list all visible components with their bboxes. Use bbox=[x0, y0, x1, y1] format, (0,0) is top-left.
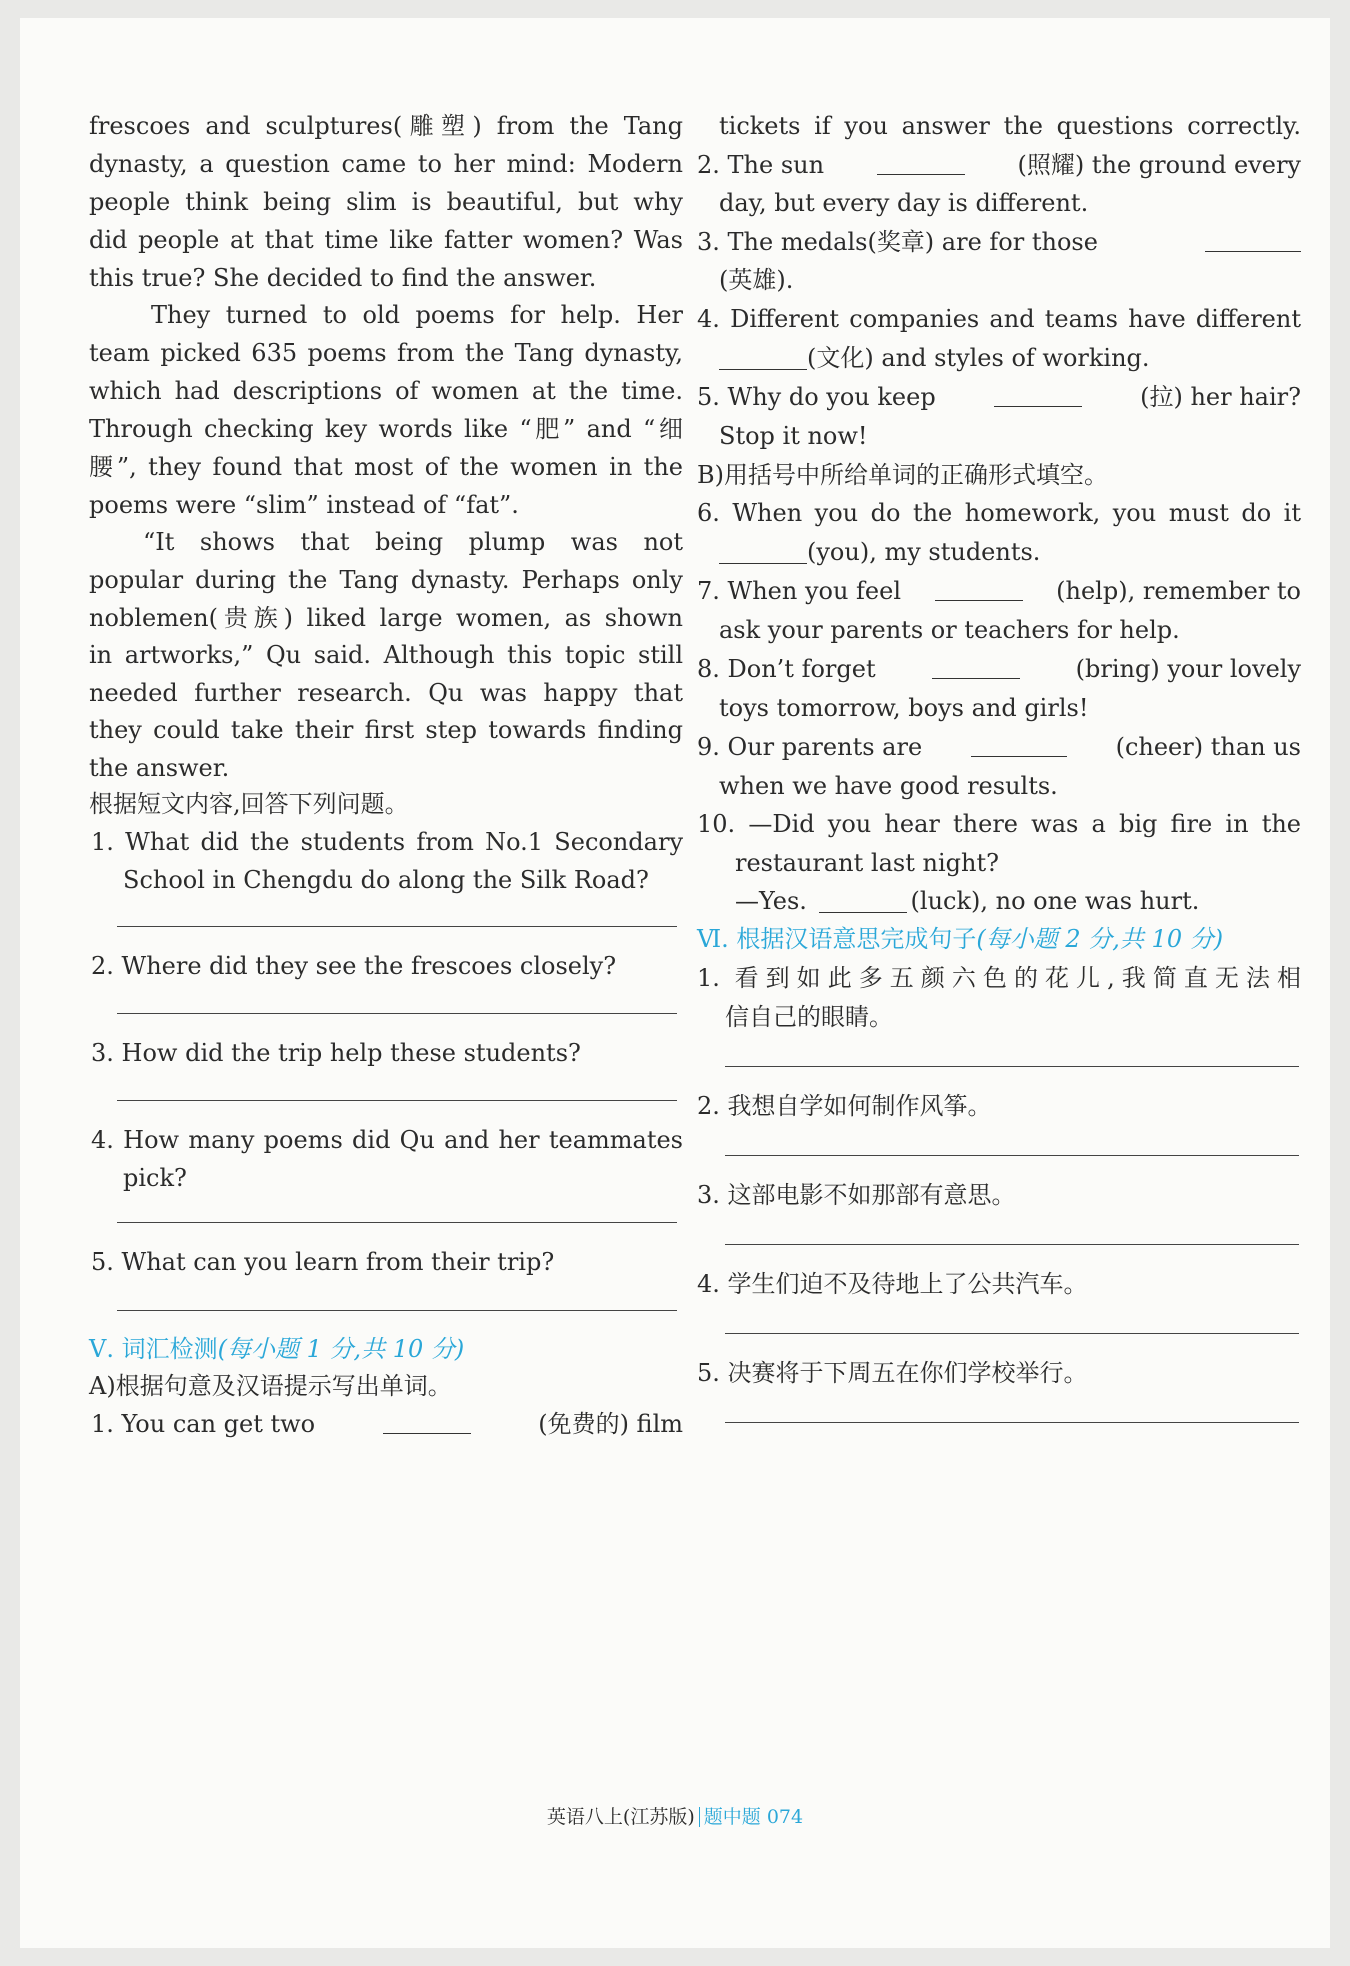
answer-line-3[interactable] bbox=[117, 1100, 677, 1101]
form-item-8 bbox=[697, 654, 1301, 684]
passage-line: They turned to old poems for help. Her bbox=[151, 301, 683, 329]
page-footer bbox=[20, 1804, 1330, 1830]
vocab-item-1 bbox=[89, 1409, 683, 1439]
form-item-10-answer-text: —Yes. bbox=[735, 887, 807, 915]
form-item-9-hint: (cheer) than us bbox=[1115, 733, 1301, 761]
vocab-item-4: 4. Different companies and teams have different bbox=[697, 305, 1301, 333]
form-item-10-hint: (luck), no one was hurt. bbox=[910, 887, 1200, 915]
passage-line: the answer. bbox=[89, 754, 230, 782]
answer-line-5[interactable] bbox=[117, 1310, 677, 1311]
passage-line: team picked 635 poems from the Tang dynasty, bbox=[89, 339, 683, 367]
passage-line: frescoes and sculptures(雕塑) from the Tang bbox=[89, 112, 683, 140]
translation-item-5: 5. 决赛将于下周五在你们学校举行。 bbox=[697, 1359, 1088, 1387]
answer-line-9[interactable] bbox=[725, 1333, 1299, 1334]
blank-field[interactable] bbox=[1205, 227, 1301, 252]
answer-line-10[interactable] bbox=[725, 1422, 1299, 1423]
vocab-item-3-cont: (英雄). bbox=[719, 266, 794, 294]
translation-item-2: 2. 我想自学如何制作风筝。 bbox=[697, 1092, 992, 1120]
answer-line-7[interactable] bbox=[725, 1155, 1299, 1156]
passage-line: which had descriptions of women at the time. bbox=[89, 377, 683, 405]
vocab-item-5-hint: (拉) her hair? bbox=[1140, 383, 1301, 411]
worksheet-page bbox=[20, 18, 1330, 1948]
form-item-6: 6. When you do the homework, you must do it bbox=[697, 499, 1301, 527]
blank-field[interactable] bbox=[877, 150, 965, 175]
reading-question-4: 4. How many poems did Qu and her teammates bbox=[91, 1126, 683, 1154]
reading-question-4-cont: pick? bbox=[123, 1164, 187, 1192]
passage-line: needed further research. Qu was happy that bbox=[89, 679, 683, 707]
footer-brand: 题中题 bbox=[703, 1806, 761, 1828]
translation-item-4: 4. 学生们迫不及待地上了公共汽车。 bbox=[697, 1270, 1088, 1298]
reading-question-2: 2. Where did they see the frescoes closely? bbox=[91, 952, 617, 980]
section-5-part-b: B)用括号中所给单词的正确形式填空。 bbox=[697, 461, 1108, 489]
section-5-title: Ⅴ. 词汇检测 bbox=[89, 1335, 218, 1363]
blank-field[interactable] bbox=[971, 732, 1067, 757]
form-item-10: 10. —Did you hear there was a big fire in the bbox=[697, 810, 1301, 838]
blank-field[interactable] bbox=[719, 539, 807, 564]
vocab-item-2 bbox=[697, 150, 1301, 180]
answer-line-2[interactable] bbox=[117, 1013, 677, 1014]
translation-item-3: 3. 这部电影不如那部有意思。 bbox=[697, 1181, 1016, 1209]
vocab-item-3-text: 3. The medals(奖章) are for those bbox=[697, 228, 1098, 256]
blank-field[interactable] bbox=[719, 345, 807, 370]
answer-line-6[interactable] bbox=[725, 1066, 1299, 1067]
reading-question-1-cont: School in Chengdu do along the Silk Road? bbox=[123, 866, 649, 894]
form-item-6-cont bbox=[697, 537, 1301, 567]
vocab-item-1-cont: tickets if you answer the questions correctly. bbox=[719, 112, 1301, 140]
passage-line: dynasty, a question came to her mind: Modern bbox=[89, 150, 683, 178]
form-item-6-hint: (you), my students. bbox=[807, 538, 1041, 566]
section-5-points: (每小题 1 分,共 10 分) bbox=[217, 1335, 465, 1363]
section-5-part-a: A)根据句意及汉语提示写出单词。 bbox=[89, 1372, 452, 1400]
answer-line-8[interactable] bbox=[725, 1244, 1299, 1245]
vocab-item-5-cont: Stop it now! bbox=[719, 422, 868, 450]
passage-line: poems were “slim” instead of “fat”. bbox=[89, 491, 519, 519]
section-5-heading bbox=[89, 1334, 683, 1364]
form-item-8-cont: toys tomorrow, boys and girls! bbox=[719, 694, 1089, 722]
blank-field[interactable] bbox=[819, 888, 907, 913]
translation-item-1-cont: 信自己的眼睛。 bbox=[725, 1003, 893, 1031]
blank-field[interactable] bbox=[383, 1409, 471, 1434]
section-6-points: (每小题 2 分,共 10 分) bbox=[976, 925, 1224, 953]
footer-book-title: 英语八上(江苏版) bbox=[546, 1806, 695, 1828]
form-item-7-hint: (help), remember to bbox=[1056, 577, 1301, 605]
passage-line: Through checking key words like “肥” and “细 bbox=[89, 415, 683, 443]
vocab-item-5 bbox=[697, 382, 1301, 412]
vocab-item-4-cont bbox=[697, 343, 1301, 373]
form-item-7-cont: ask your parents or teachers for help. bbox=[719, 616, 1180, 644]
reading-instruction: 根据短文内容,回答下列问题。 bbox=[89, 790, 409, 818]
answer-line-4[interactable] bbox=[117, 1222, 677, 1223]
passage-line: this true? She decided to find the answer. bbox=[89, 264, 597, 292]
vocab-item-2-cont: day, but every day is different. bbox=[719, 189, 1089, 217]
reading-question-5: 5. What can you learn from their trip? bbox=[91, 1248, 555, 1276]
translation-item-1: 1. 看到如此多五颜六色的花儿,我简直无法相 bbox=[697, 964, 1301, 992]
vocab-item-2-hint: (照耀) the ground every bbox=[1017, 151, 1301, 179]
form-item-8-text: 8. Don’t forget bbox=[697, 655, 876, 683]
vocab-item-1-text: 1. You can get two bbox=[91, 1410, 316, 1438]
passage-line: they could take their first step towards finding bbox=[89, 716, 683, 744]
form-item-9-cont: when we have good results. bbox=[719, 772, 1058, 800]
form-item-8-hint: (bring) your lovely bbox=[1075, 655, 1301, 683]
passage-line: noblemen(贵族) liked large women, as shown bbox=[89, 604, 683, 632]
blank-field[interactable] bbox=[932, 654, 1020, 679]
form-item-10-answer bbox=[697, 886, 1301, 916]
passage-line: did people at that time like fatter women? Was bbox=[89, 226, 683, 254]
passage-line: 腰”, they found that most of the women in the bbox=[89, 453, 683, 481]
blank-field[interactable] bbox=[935, 576, 1023, 601]
passage-line: in artworks,” Qu said. Although this topic still bbox=[89, 641, 683, 669]
passage-line: popular during the Tang dynasty. Perhaps only bbox=[89, 566, 683, 594]
form-item-10-cont: restaurant last night? bbox=[735, 849, 999, 877]
form-item-9 bbox=[697, 732, 1301, 762]
vocab-item-2-text: 2. The sun bbox=[697, 151, 825, 179]
reading-question-1: 1. What did the students from No.1 Secondary bbox=[91, 828, 683, 856]
form-item-9-text: 9. Our parents are bbox=[697, 733, 923, 761]
section-6-heading bbox=[697, 924, 1301, 954]
passage-line: “It shows that being plump was not bbox=[143, 528, 683, 556]
vocab-item-1-hint: (免费的) film bbox=[538, 1410, 683, 1438]
vocab-item-3 bbox=[697, 227, 1301, 257]
vocab-item-5-text: 5. Why do you keep bbox=[697, 383, 936, 411]
form-item-7 bbox=[697, 576, 1301, 606]
footer-divider bbox=[699, 1807, 700, 1827]
page-number: 074 bbox=[766, 1806, 804, 1828]
section-6-title: Ⅵ. 根据汉语意思完成句子 bbox=[697, 925, 977, 953]
answer-line-1[interactable] bbox=[117, 926, 677, 927]
vocab-item-4-hint: (文化) and styles of working. bbox=[807, 344, 1150, 372]
passage-line: people think being slim is beautiful, but why bbox=[89, 188, 683, 216]
form-item-7-text: 7. When you feel bbox=[697, 577, 901, 605]
reading-question-3: 3. How did the trip help these students? bbox=[91, 1039, 581, 1067]
blank-field[interactable] bbox=[994, 382, 1082, 407]
